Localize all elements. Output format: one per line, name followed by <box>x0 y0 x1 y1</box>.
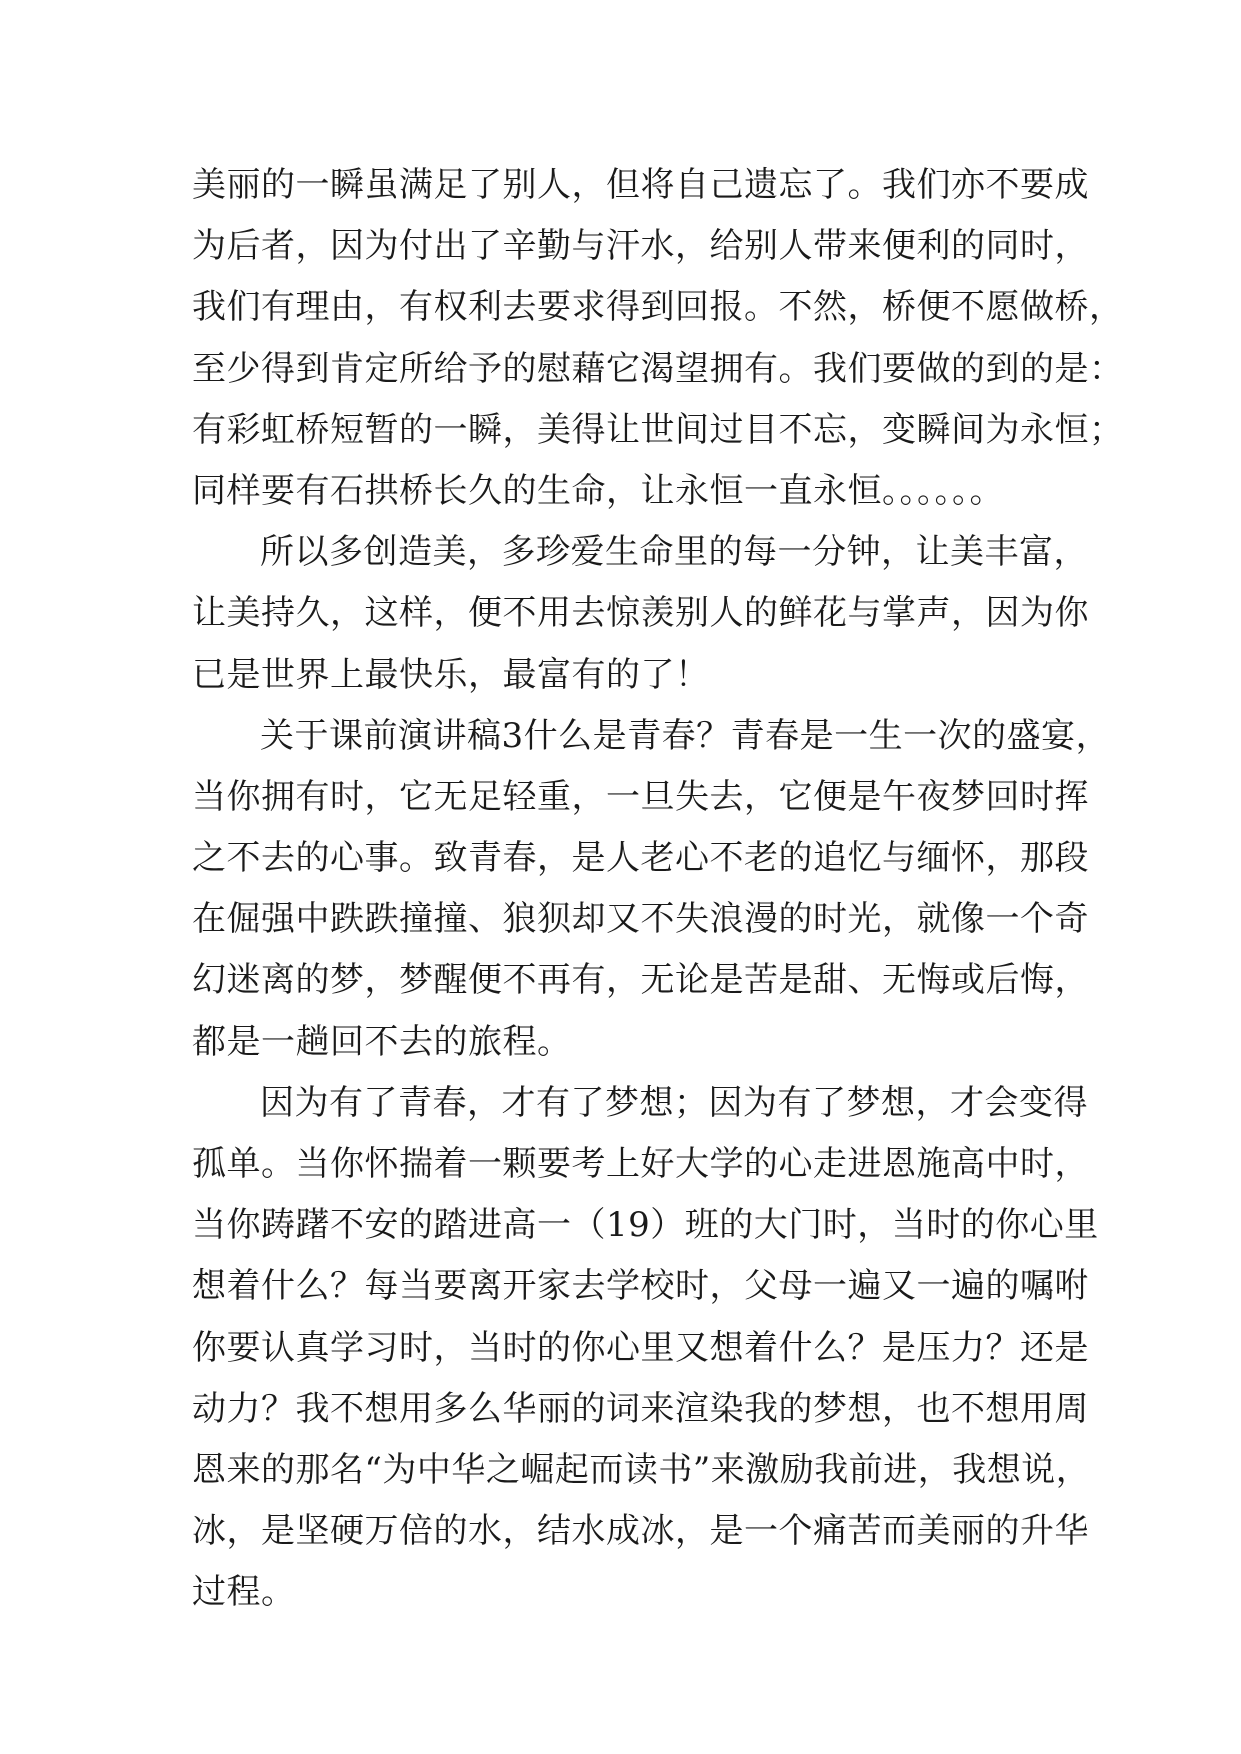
text-line: 想着什么？每当要离开家去学校时，父母一遍又一遍的嘱咐 <box>192 1266 1089 1307</box>
text-line: 动力？我不想用多么华丽的词来渲染我的梦想，也不想用周 <box>192 1388 1089 1429</box>
paragraph <box>192 155 1124 522</box>
text-line: 之不去的心事。致青春，是人老心不老的追忆与缅怀，那段 <box>192 838 1089 879</box>
text-line: 你要认真学习时，当时的你心里又想着什么？是压力？还是 <box>192 1327 1089 1368</box>
text-line: 在倔强中跌跌撞撞、狼狈却又不失浪漫的时光，就像一个奇 <box>192 899 1089 940</box>
text-line: 所以多创造美，多珍爱生命里的每一分钟，让美丰富， <box>260 532 1088 573</box>
paragraph <box>192 706 1111 1073</box>
text-line: 恩来的那名“为中华之崛起而读书”来激励我前进，我想说， <box>192 1449 1091 1490</box>
text-line: 因为有了青春，才有了梦想；因为有了梦想，才会变得 <box>260 1082 1088 1123</box>
text-line: 当你踌躇不安的踏进高一（19）班的大门时，当时的你心里 <box>192 1205 1099 1246</box>
text-line: 冰，是坚硬万倍的水，结水成冰，是一个痛苦而美丽的升华 <box>192 1511 1089 1552</box>
text-line: 至少得到肯定所给予的慰藉它渴望拥有。我们要做的到的是： <box>192 348 1124 389</box>
document-body <box>192 155 1124 1624</box>
text-line: 孤单。当你怀揣着一颗要考上好大学的心走进恩施高中时， <box>192 1144 1089 1184</box>
text-line: 有彩虹桥短暂的一瞬，美得让世间过目不忘，变瞬间为永恒； <box>192 409 1124 450</box>
text-line: 为后者，因为付出了辛勤与汗水，给别人带来便利的同时， <box>192 226 1089 267</box>
text-line: 已是世界上最快乐，最富有的了！ <box>192 654 710 695</box>
text-line: 幻迷离的梦，梦醒便不再有，无论是苦是甜、无悔或后悔， <box>192 960 1089 1001</box>
text-line: 让美持久，这样，便不用去惊羡别人的鲜花与掌声，因为你 <box>192 593 1089 634</box>
text-line: 美丽的一瞬虽满足了别人，但将自己遗忘了。我们亦不要成 <box>192 165 1089 205</box>
paragraph <box>192 1073 1099 1624</box>
text-line: 都是一趟回不去的旅程。 <box>192 1021 572 1062</box>
text-line: 过程。 <box>192 1572 296 1613</box>
text-line: 当你拥有时，它无足轻重，一旦失去，它便是午夜梦回时挥 <box>192 776 1089 817</box>
text-line: 关于课前演讲稿3什么是青春？青春是一生一次的盛宴， <box>260 715 1111 756</box>
text-line: 同样要有石拱桥长久的生命，让永恒一直永恒。。。。。。 <box>192 470 1004 511</box>
paragraph <box>192 522 1089 706</box>
text-line: 我们有理由，有权利去要求得到回报。不然，桥便不愿做桥， <box>192 287 1124 328</box>
